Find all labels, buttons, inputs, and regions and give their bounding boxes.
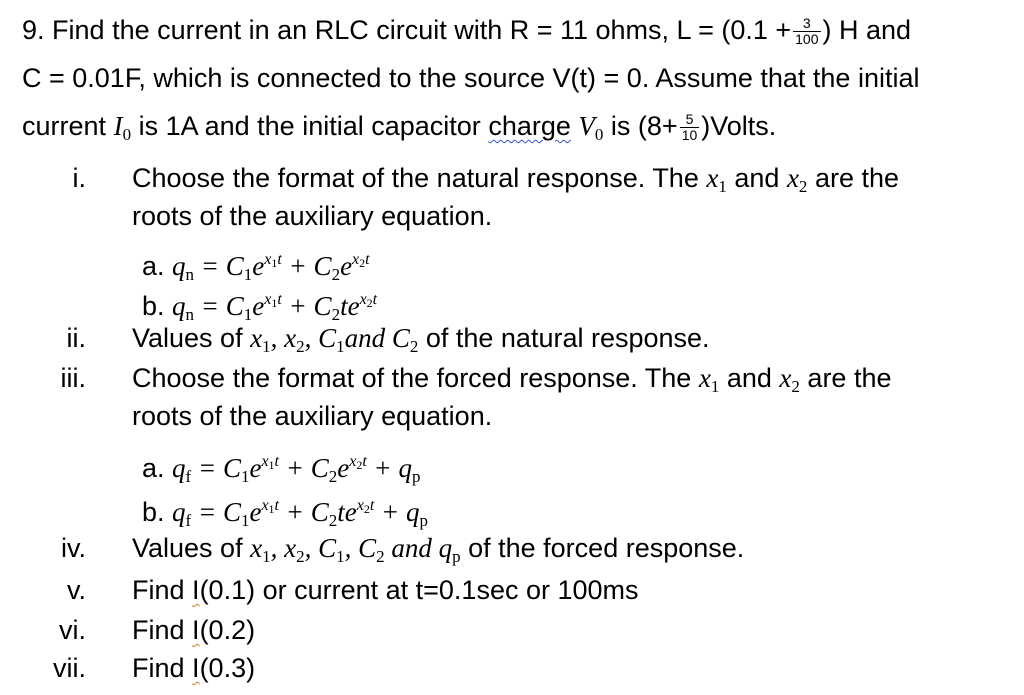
item-vii: Find I(0.3)	[132, 653, 256, 683]
item-label-i: i.	[72, 163, 86, 193]
item-vi: Find I(0.2)	[132, 615, 256, 645]
item-label-iv: iv.	[61, 533, 86, 563]
voltage-fraction: $\frac{5}{10}$	[681, 111, 698, 144]
question-line-2: C = 0.01F, which is connected to the source V(t) = 0. Assume that the initial	[22, 63, 920, 93]
spellcheck-underline: I	[192, 653, 200, 683]
option-i-b: b. $q_n = C_1e^{x_1t} + C_2te^{x_2t}$	[142, 291, 378, 324]
item-iii-line2: roots of the auxiliary equation.	[132, 401, 493, 431]
spellcheck-underline: charge	[488, 111, 571, 141]
item-label-v: v.	[67, 575, 86, 605]
item-label-iii: iii.	[60, 363, 86, 393]
option-i-a: a. $q_n = C_1e^{x_1t} + C_2e^{x_2t}$	[142, 251, 370, 284]
question-line-1: 9. Find the current in an RLC circuit with R = 11 ohms, L = (0.1 + $\frac{3}{100}$ ) H and	[22, 15, 912, 48]
item-label-ii: ii.	[66, 323, 86, 353]
item-i-line2: roots of the auxiliary equation.	[132, 201, 493, 231]
item-v: Find I(0.1) or current at t=0.1sec or 100ms	[132, 575, 639, 605]
spellcheck-underline: I	[192, 575, 200, 605]
option-iii-a: a. $q_f = C_1e^{x_1t} + C_2e^{x_2t} + q_p$	[142, 453, 421, 486]
inductance-fraction: $\frac{3}{100}$	[795, 15, 819, 48]
item-label-vii: vii.	[53, 653, 86, 683]
item-iv: Values of $x_1$, $x_2$, $C_1$, $C_2$ and $q_p$ of the forced response.	[132, 533, 745, 566]
question-text: Find the current in an RLC circuit with R = 11 ohms, L = (0.1 +	[52, 15, 792, 45]
item-i: Choose the format of the natural response. The $x_1$ and $x_2$ are the	[132, 163, 899, 196]
item-label-vi: vi.	[59, 615, 86, 645]
spellcheck-underline: I	[192, 615, 200, 645]
item-ii: Values of $x_1$, $x_2$, $C_1and$ $C_2$ of the natural response.	[132, 323, 710, 356]
option-iii-b: b. $q_f = C_1e^{x_1t} + C_2te^{x_2t} + q_p$	[142, 497, 429, 530]
question-line-3: current $I_0$ is 1A and the initial capacitor charge $V_0$ is (8+ $\frac{5}{10}$ )Volts.	[22, 111, 777, 144]
item-iii: Choose the format of the forced response. The $x_1$ and $x_2$ are the	[132, 363, 892, 396]
question-number: 9.	[22, 15, 45, 45]
